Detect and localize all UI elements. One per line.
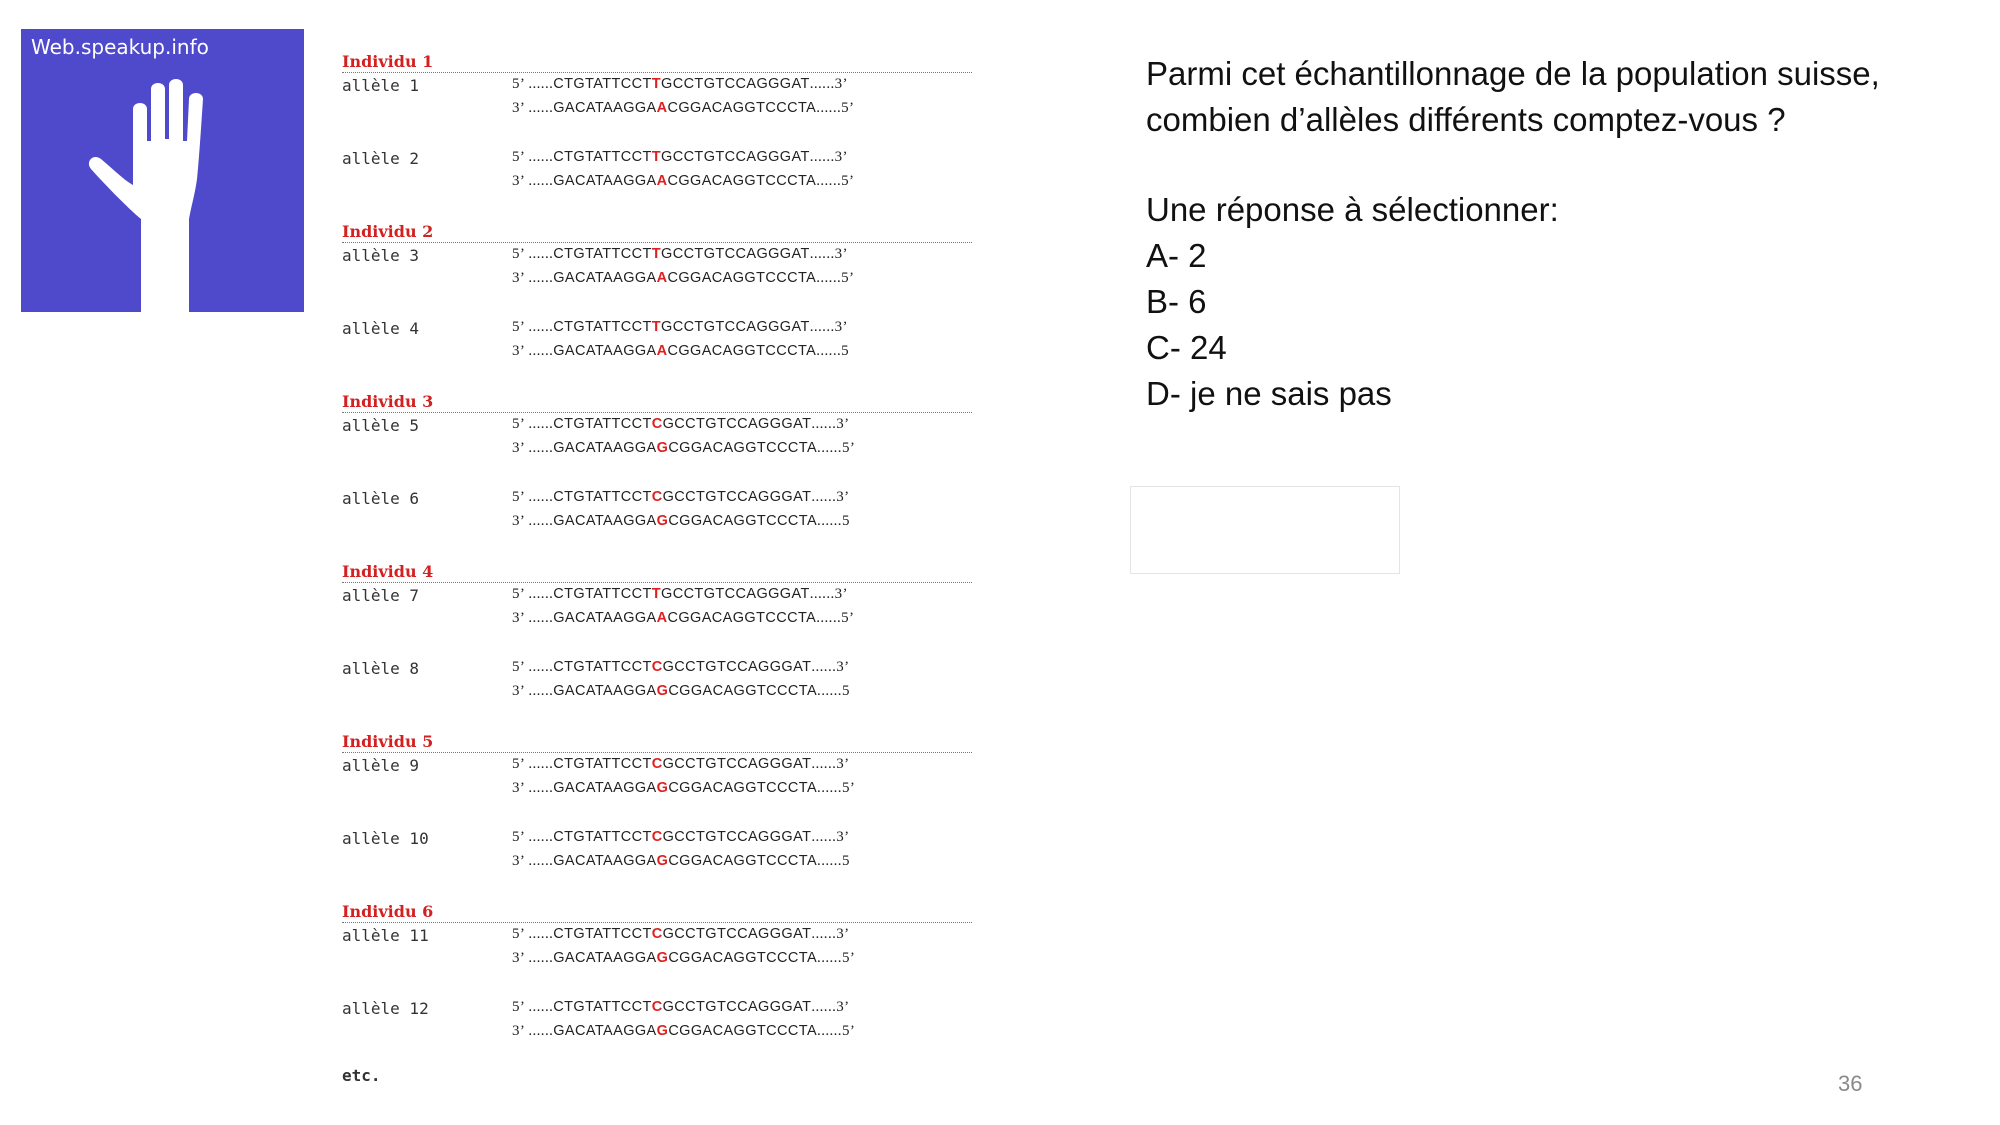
question-line-2: combien d’allèles différents comptez-vous ? [1146, 101, 1786, 138]
snp-base: T [651, 246, 662, 262]
top-strand [512, 586, 848, 603]
strand-dots: ...... [816, 173, 842, 189]
option-d[interactable]: D- je ne sais pas [1146, 375, 1392, 412]
snp-base: A [656, 173, 668, 189]
strand-end: 3’ [836, 416, 850, 432]
individual-name: Individu 1 [342, 52, 437, 71]
top-strand [512, 829, 850, 846]
strand-dots: ...... [528, 149, 554, 165]
strand-start: 5’ [512, 489, 529, 505]
individual-name: Individu 3 [342, 392, 437, 411]
strand-end: 3’ [836, 489, 850, 505]
snp-base: A [656, 610, 668, 626]
snp-base: T [651, 319, 662, 335]
sequence-part: GCCTGTCCAGGGAT [661, 149, 810, 165]
sequence-part: CGGACAGGTCCCTA [667, 173, 817, 189]
question-instruction: Une réponse à sélectionner: [1146, 191, 1559, 228]
answer-box[interactable] [1130, 486, 1400, 574]
allele-label: allèle 9 [342, 756, 420, 775]
strand-dots: ...... [528, 319, 554, 335]
sequence-part: GCCTGTCCAGGGAT [661, 319, 810, 335]
sequence-part: CTGTATTCCT [553, 489, 652, 505]
strand-end: 3’ [836, 926, 850, 942]
sequence-part: GCCTGTCCAGGGAT [661, 246, 810, 262]
sequence-part: GCCTGTCCAGGGAT [662, 489, 812, 505]
strand-end: 3’ [836, 659, 850, 675]
strand-end: 3’ [834, 76, 848, 92]
strand-end: 5’ [841, 270, 855, 286]
strand-dots: ...... [811, 416, 837, 432]
top-strand [512, 76, 848, 93]
strand-dots: ...... [817, 853, 842, 869]
allele-label: allèle 11 [342, 926, 429, 945]
strand-start: 3’ [512, 440, 529, 456]
strand-end: 5 [841, 343, 850, 359]
bottom-strand [512, 1023, 855, 1040]
strand-dots: ...... [816, 343, 842, 359]
sequence-part: GACATAAGGA [553, 950, 657, 966]
sequence-part: GACATAAGGA [553, 513, 657, 529]
strand-end: 3’ [836, 829, 850, 845]
strand-start: 3’ [512, 610, 529, 626]
strand-end: 5’ [841, 100, 855, 116]
strand-dots: ...... [811, 829, 837, 845]
strand-dots: ...... [817, 440, 842, 456]
individual-header [342, 392, 972, 413]
allele-label: allèle 7 [342, 586, 420, 605]
snp-base: G [656, 683, 669, 699]
snp-base: C [651, 999, 663, 1015]
raised-hand-icon [21, 29, 304, 312]
sequence-part: GCCTGTCCAGGGAT [662, 416, 812, 432]
individual-header [342, 732, 972, 753]
sequence-part: GACATAAGGA [553, 100, 657, 116]
strand-dots: ...... [528, 756, 554, 772]
bottom-strand [512, 950, 855, 967]
sequence-part: GCCTGTCCAGGGAT [662, 999, 812, 1015]
strand-dots: ...... [809, 586, 835, 602]
strand-dots: ...... [528, 999, 554, 1015]
strand-start: 5’ [512, 659, 529, 675]
snp-base: T [651, 76, 662, 92]
snp-base: G [656, 1023, 669, 1039]
sequence-part: CGGACAGGTCCCTA [668, 440, 818, 456]
sequence-part: GACATAAGGA [553, 173, 657, 189]
top-strand [512, 416, 850, 433]
sequence-part: GCCTGTCCAGGGAT [662, 756, 812, 772]
strand-start: 3’ [512, 173, 529, 189]
strand-dots: ...... [528, 270, 554, 286]
strand-end: 5’ [841, 1023, 856, 1039]
strand-dots: ...... [817, 683, 842, 699]
bottom-strand [512, 513, 850, 530]
strand-dots: ...... [809, 149, 835, 165]
snp-base: C [651, 926, 663, 942]
strand-dots: ...... [811, 756, 837, 772]
option-b[interactable]: B- 6 [1146, 283, 1207, 320]
sequence-part: CTGTATTCCT [553, 926, 652, 942]
top-strand [512, 149, 848, 166]
strand-dots: ...... [528, 950, 554, 966]
sequence-part: GACATAAGGA [553, 683, 657, 699]
option-a[interactable]: A- 2 [1146, 237, 1207, 274]
sequence-part: CGGACAGGTCCCTA [667, 610, 817, 626]
sequence-part: CGGACAGGTCCCTA [667, 343, 817, 359]
sequence-part: CGGACAGGTCCCTA [667, 100, 817, 116]
snp-base: C [651, 416, 663, 432]
strand-dots: ...... [816, 100, 842, 116]
strand-dots: ...... [528, 683, 554, 699]
sequence-part: GACATAAGGA [553, 440, 657, 456]
strand-dots: ...... [528, 513, 554, 529]
strand-end: 5’ [841, 950, 856, 966]
strand-dots: ...... [528, 416, 554, 432]
snp-base: G [656, 853, 669, 869]
sequence-part: CTGTATTCCT [553, 586, 652, 602]
top-strand [512, 926, 850, 943]
snp-base: G [656, 780, 669, 796]
snp-base: G [656, 513, 669, 529]
bottom-strand [512, 343, 849, 360]
strand-dots: ...... [528, 343, 554, 359]
sequence-part: GCCTGTCCAGGGAT [662, 926, 812, 942]
strand-dots: ...... [817, 1023, 842, 1039]
sequence-part: CTGTATTCCT [553, 319, 652, 335]
logo-text: Web.speakup.info [31, 35, 209, 59]
sequence-part: CTGTATTCCT [553, 149, 652, 165]
strand-end: 5’ [841, 780, 856, 796]
strand-end: 3’ [834, 149, 848, 165]
strand-dots: ...... [528, 100, 554, 116]
strand-start: 5’ [512, 246, 529, 262]
sequence-part: CGGACAGGTCCCTA [668, 780, 818, 796]
bottom-strand [512, 270, 854, 287]
sequence-part: GACATAAGGA [553, 780, 657, 796]
individual-header [342, 902, 972, 923]
sequence-part: GACATAAGGA [553, 853, 657, 869]
strand-start: 5’ [512, 829, 529, 845]
snp-base: A [656, 100, 668, 116]
strand-dots: ...... [528, 489, 554, 505]
snp-base: A [656, 270, 668, 286]
strand-dots: ...... [816, 270, 842, 286]
question-block [1146, 51, 1966, 417]
strand-end: 5’ [841, 440, 856, 456]
snp-base: C [651, 659, 663, 675]
snp-base: C [651, 829, 663, 845]
strand-end: 5’ [841, 173, 855, 189]
strand-dots: ...... [817, 780, 842, 796]
snp-base: C [651, 489, 663, 505]
snp-base: G [656, 950, 669, 966]
allele-label: allèle 5 [342, 416, 420, 435]
strand-start: 5’ [512, 586, 529, 602]
allele-label: allèle 1 [342, 76, 420, 95]
strand-dots: ...... [809, 319, 835, 335]
sequence-part: GACATAAGGA [553, 343, 657, 359]
top-strand [512, 489, 850, 506]
strand-start: 3’ [512, 270, 529, 286]
strand-start: 3’ [512, 780, 529, 796]
strand-dots: ...... [811, 489, 837, 505]
sequence-part: CGGACAGGTCCCTA [668, 950, 818, 966]
bottom-strand [512, 173, 854, 190]
strand-dots: ...... [811, 999, 837, 1015]
individual-name: Individu 2 [342, 222, 437, 241]
strand-start: 5’ [512, 319, 529, 335]
strand-dots: ...... [811, 926, 837, 942]
individual-name: Individu 5 [342, 732, 437, 751]
strand-start: 5’ [512, 416, 529, 432]
strand-dots: ...... [528, 853, 554, 869]
strand-start: 3’ [512, 683, 529, 699]
speakup-logo [21, 29, 304, 312]
sequence-part: GACATAAGGA [553, 1023, 657, 1039]
strand-dots: ...... [528, 76, 554, 92]
sequence-part: CTGTATTCCT [553, 76, 652, 92]
sequence-part: CGGACAGGTCCCTA [668, 853, 818, 869]
bottom-strand [512, 100, 854, 117]
strand-start: 3’ [512, 1023, 529, 1039]
bottom-strand [512, 780, 855, 797]
strand-end: 3’ [834, 586, 848, 602]
top-strand [512, 246, 848, 263]
allele-label: allèle 6 [342, 489, 420, 508]
sequence-part: CGGACAGGTCCCTA [668, 683, 818, 699]
strand-start: 5’ [512, 76, 529, 92]
top-strand [512, 659, 850, 676]
sequence-part: GACATAAGGA [553, 610, 657, 626]
strand-end: 3’ [836, 999, 850, 1015]
strand-dots: ...... [528, 659, 554, 675]
page-number: 36 [1838, 1071, 1863, 1096]
strand-start: 3’ [512, 513, 529, 529]
allele-label: allèle 10 [342, 829, 429, 848]
bottom-strand [512, 853, 850, 870]
sequence-part: GCCTGTCCAGGGAT [661, 586, 810, 602]
strand-dots: ...... [809, 246, 835, 262]
question-line-1: Parmi cet échantillonnage de la population suisse, [1146, 55, 1880, 92]
individual-header [342, 562, 972, 583]
snp-base: A [656, 343, 668, 359]
strand-end: 3’ [834, 319, 848, 335]
top-strand [512, 999, 850, 1016]
strand-dots: ...... [528, 610, 554, 626]
sequence-part: CGGACAGGTCCCTA [668, 513, 818, 529]
strand-end: 5’ [841, 610, 855, 626]
strand-start: 3’ [512, 343, 529, 359]
sequence-part: CGGACAGGTCCCTA [667, 270, 817, 286]
allele-label: allèle 3 [342, 246, 420, 265]
strand-end: 5 [841, 853, 850, 869]
strand-end: 5 [841, 513, 850, 529]
strand-start: 5’ [512, 756, 529, 772]
sequence-part: GCCTGTCCAGGGAT [662, 659, 812, 675]
strand-dots: ...... [817, 513, 842, 529]
bottom-strand [512, 440, 855, 457]
snp-base: T [651, 149, 662, 165]
strand-start: 3’ [512, 100, 529, 116]
sequence-part: CTGTATTCCT [553, 416, 652, 432]
sequence-part: CTGTATTCCT [553, 829, 652, 845]
snp-base: G [656, 440, 669, 456]
etc-text: etc. [342, 1066, 381, 1085]
individual-name: Individu 6 [342, 902, 437, 921]
strand-dots: ...... [817, 950, 842, 966]
strand-dots: ...... [816, 610, 842, 626]
strand-dots: ...... [528, 246, 554, 262]
sequence-part: CTGTATTCCT [553, 756, 652, 772]
allele-label: allèle 8 [342, 659, 420, 678]
sequence-part: CTGTATTCCT [553, 659, 652, 675]
individual-header [342, 222, 972, 243]
individual-name: Individu 4 [342, 562, 437, 581]
strand-dots: ...... [528, 586, 554, 602]
bottom-strand [512, 683, 850, 700]
strand-dots: ...... [528, 926, 554, 942]
strand-dots: ...... [811, 659, 837, 675]
allele-label: allèle 2 [342, 149, 420, 168]
strand-start: 3’ [512, 950, 529, 966]
sequence-part: GCCTGTCCAGGGAT [662, 829, 812, 845]
top-strand [512, 319, 848, 336]
option-c[interactable]: C- 24 [1146, 329, 1227, 366]
strand-dots: ...... [528, 829, 554, 845]
allele-label: allèle 4 [342, 319, 420, 338]
strand-dots: ...... [528, 780, 554, 796]
strand-end: 3’ [836, 756, 850, 772]
strand-dots: ...... [528, 173, 554, 189]
sequence-part: CTGTATTCCT [553, 246, 652, 262]
strand-start: 5’ [512, 149, 529, 165]
sequence-part: GCCTGTCCAGGGAT [661, 76, 810, 92]
sequence-part: CGGACAGGTCCCTA [668, 1023, 818, 1039]
strand-dots: ...... [809, 76, 835, 92]
strand-start: 3’ [512, 853, 529, 869]
strand-dots: ...... [528, 1023, 554, 1039]
allele-label: allèle 12 [342, 999, 429, 1018]
individual-header [342, 52, 972, 73]
strand-start: 5’ [512, 999, 529, 1015]
strand-end: 5 [841, 683, 850, 699]
top-strand [512, 756, 850, 773]
bottom-strand [512, 610, 854, 627]
sequence-part: GACATAAGGA [553, 270, 657, 286]
snp-base: T [651, 586, 662, 602]
snp-base: C [651, 756, 663, 772]
strand-end: 3’ [834, 246, 848, 262]
sequence-part: CTGTATTCCT [553, 999, 652, 1015]
strand-dots: ...... [528, 440, 554, 456]
strand-start: 5’ [512, 926, 529, 942]
